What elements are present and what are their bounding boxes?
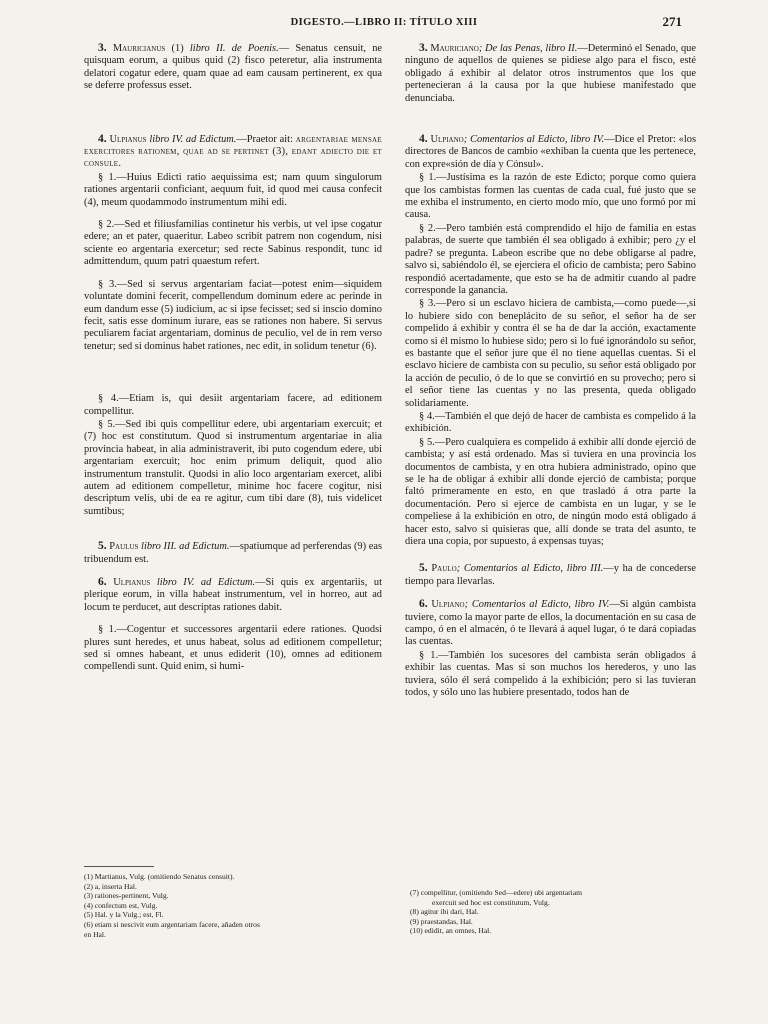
footnote: exercuit sed hoc est constitutum, Vulg.	[432, 897, 550, 907]
fragment-source: libro IV. ad Edictum.	[146, 133, 237, 145]
spanish-column	[405, 42, 696, 710]
latin-section-5: § 5.—Sed ibi quis compellitur edere, ubi argentariam exercuit; et (7) hoc est constitutum. Quod si instrumentum argentariae in alia provincia habeat, in alia administraverit, ibi puto cogendum edere, ubi argentariam exercuit; hoc enim primum deliquit, quod alio instrumentum transtulit. Quodsi in alio loco argentariam exercet, alibi autem ad editionem compelletur, minime hoc facere cogitur, nisi descriptum velis, ubi de ea re agitur, cum tibi dare (8), tuis videlicet sumtibus;	[84, 418, 382, 517]
footnotes-left	[84, 872, 374, 939]
fragment-author: Paulo	[431, 563, 457, 575]
footnote-ref: (1)	[165, 43, 190, 54]
fragment-source: ; Comentarios al Edicto, libro IV.	[464, 599, 610, 611]
latin-fragment-3	[84, 42, 382, 93]
footnote: (5) Hal. y la Vulg.; est, Fl.	[84, 910, 164, 920]
fragment-author: Ulpiano	[431, 599, 465, 611]
fragment-text: —spatiumque ad perferendas (9) eas tribuendum est.	[84, 541, 382, 565]
fragment-number: 5.	[419, 562, 428, 575]
latin-section-1: § 1.—Huius Edicti ratio aequissima est; nam quum singulorum rationes argentarii conficiant, aequum fuit, id quod mei causa confecit (4), meum quodammodo instrumentum mihi edi.	[84, 171, 382, 208]
fragment-text: —Dice el Pretor: «los directores de Bancos de cambio «exhiban la cuenta que les pertenece, con expre«sión de día y Cónsul».	[405, 134, 696, 170]
latin-fragment-6	[84, 576, 382, 614]
fragment-source: libro IV. ad Edictum.	[150, 577, 256, 588]
spanish-section-2: § 2.—Pero también está comprendido el hijo de familia en estas palabras, de suerte que también él sea obligado á exhibir; pero ¿y el padre? se pregunta. Labeon escribe que no debe obligarse al padre, salvo si, sabiéndolo él, se ejerciera el oficio de cambista; pero Sabino respondió acertadamente, que esto se ha de admitir cuando al padre corresponde la ganancia.	[405, 222, 696, 296]
latin-section-4: § 4.—Etiam is, qui desiit argentariam facere, ad editionem compellitur.	[84, 393, 382, 417]
fragment-number: 3.	[98, 42, 107, 54]
fragment-number: 6.	[419, 598, 428, 611]
footnote: (3) rationes-pertinent, Vulg.	[84, 891, 169, 901]
fragment-number: 6.	[98, 576, 107, 588]
footnote: (7) compellitur, (omitiendo Sed—edere) ubi argentariam	[410, 888, 583, 897]
fragment-author: Mauricianus	[112, 43, 166, 54]
fragment-source: ; Comentarios al Edicto, libro III.	[456, 563, 604, 575]
footnote: (1) Martianus, Vulg. (omitiendo Senatus censuit).	[84, 872, 235, 881]
fragment-text: —Determinó el Senado, que ninguno de aquellos de quienes se pidiese algo para el fisco, esté obligado á exhibir al delator otros instrumentos que los que pertenecieran á la causa por la que hubiese manifestado que denunciaba.	[405, 43, 696, 104]
footnote: (6) etiam si nescivit eum argentariam facere, añaden otros	[84, 919, 260, 929]
footnote: en Hal.	[84, 929, 106, 939]
fragment-source: libro II. de Poenis.	[189, 43, 279, 54]
fragment-author: Mauriciano	[430, 43, 479, 54]
fragment-author: Paulus	[109, 541, 139, 553]
spanish-fragment-3	[405, 42, 696, 105]
fragment-source: ; De las Penas, libro II.	[478, 43, 578, 54]
page-number: 271	[662, 14, 682, 29]
footnote: (4) confectum est, Vulg.	[84, 900, 158, 910]
footnote: (2) a, inserta Hal.	[84, 881, 137, 891]
spanish-section-5: § 5.—Pero cualquiera es compelido á exhibir allí donde ejerció de cambista; y así está ordenado. Mas si tuviera en una provincia los documentos de cambista, y en otra hubiera administrado, opino que se le ha de obligar á exhibir allí donde ejerció de cambista; porque faltó primeramente en esto, en que trasladó á otra parte la documentación. Pero si ejerce de cambista en un lugar, y se le compeliese á la exhibición en otro, de ningún modo está obligado á hacer esto, salvo si quisieras que, allí donde se trata del asunto, te diera una copia, por supuesto, á expensas tuyas;	[405, 436, 696, 548]
fragment-author: Ulpianus	[113, 577, 151, 588]
footnotes-right	[410, 888, 700, 936]
fragment-text: —Si quis ex argentariis, ut plerique eorum, in villa habeat instrumentum, vel in horreo, aut ad locum te perducet, aut descriptas rationes dabit.	[84, 577, 382, 613]
fragment-text: — Senatus censuit, ne quisquam eorum, a quibus quid (2) fisco peteretur, alia instrumenta delatori cogatur edere, quam quae ad eam causam pertinerent, ex qua se deferre professus esset.	[84, 43, 383, 92]
edict-rubric: argentariae mensae exercitores rationem, quae ad se pertinet (3), edant adiecto die et consule.	[84, 133, 382, 170]
fragment-source: libro III. ad Edictum.	[138, 541, 230, 553]
spanish-section-6-1: § 1.—También los sucesores del cambista serán obligados á exhibir las cuentas. Mas si son muchos los herederos, y uno las tuviera, sólo él será compelido á la exhibición; pero si las tuvieran todos, y sólo uno las hubiere presentado, todos han de	[405, 649, 696, 699]
spanish-fragment-4	[405, 133, 696, 171]
latin-column	[84, 42, 382, 684]
spanish-section-4: § 4.—También el que dejó de hacer de cambista es compelido á la exhibición.	[405, 410, 696, 435]
fragment-number: 3.	[419, 42, 428, 54]
page-header	[0, 14, 768, 36]
fragment-author: Ulpianus	[109, 133, 147, 145]
fragment-author: Ulpiano	[430, 134, 464, 146]
fragment-source: ; Comentarios al Edicto, libro IV.	[463, 134, 605, 146]
spanish-fragment-5	[405, 562, 696, 588]
fragment-text: —Praetor ait:	[236, 133, 296, 145]
spanish-fragment-6	[405, 598, 696, 649]
footnote-divider	[84, 866, 154, 867]
fragment-number: 5.	[98, 540, 107, 553]
footnote: (9) praestandas, Hal.	[410, 916, 473, 926]
footnote: (8) agitur ibi dari, Hal.	[410, 907, 479, 917]
footnote: (10) edidit, an omnes, Hal.	[410, 926, 492, 936]
latin-section-2: § 2.—Sed et filiusfamilias continetur his verbis, ut vel ipse cogatur edere; an et pater, quaeritur. Labeo scribit patrem non cogendum, nisi sciente eo argentaria exercetur; sed recte Sabinus respondit, tunc id admittendum, quum patri quaestum refert.	[84, 219, 382, 268]
fragment-text: —Si algún cambista tuviere, como la mayor parte de ellos, la documentación en su casa de campo, ó en el almacén, ó te llevará á aquel lugar, ó te dará copiadas las cuentas.	[405, 599, 696, 648]
latin-fragment-5	[84, 540, 382, 566]
latin-fragment-4	[84, 133, 382, 171]
running-title: DIGESTO.—LIBRO II: TÍTULO XIII	[290, 17, 478, 28]
latin-section-6-1: § 1.—Cogentur et successores argentarii edere rationes. Quodsi plures sunt heredes, et unus habeat, solus ad editionem compelletur; sed si omnes habeant, et unus ediderit (10), omnes ad editionem compellendi sunt. Quid enim, si humi-	[84, 624, 382, 673]
spanish-section-1: § 1.—Justísima es la razón de este Edicto; porque como quiera que los cambistas formen las cuentas de cada cual, fué justo que se me exhiba el instrumento, en cierto modo mío, que uno formó por mi causa.	[405, 172, 696, 221]
fragment-number: 4.	[98, 132, 107, 145]
spanish-section-3: § 3.—Pero si un esclavo hiciera de cambista,—como puede—,si lo hubiere sido con beneplácito de su señor, el señor ha de ser compelido á exhibir y contra él se ha de dar la acción, exactamente como si él mismo lo hubiese sido; pero si lo fué ignorándolo su señor, es bastante que el señor jure que él no tiene aquellas cuentas. Si el esclavo hiciere de cambista con su peculio, su señor está obligado por la acción de peculio, ó de lo que se convirtió en su provecho; pero si el señor tiene las cuentas y no las presenta, queda obligado solidariamente.	[405, 298, 696, 409]
fragment-number: 4.	[419, 133, 428, 146]
latin-section-3: § 3.—Sed si servus argentariam faciat—potest enim—siquidem voluntate domini fecerit, compellendum dominum edere ac perinde in eum dandum esse (5) iudicium, ac si ipse fecisset; sed si inscio domino fecit, satis esse dominum iurare, eas se rationes non habere. Si servus peculiarem faciat argentariam, dominus de peculio, vel de in rem verso tenetur; sed si dominus habet rationes, nec edit, in solidum tenetur (6).	[84, 278, 382, 352]
fragment-text: —y ha de concederse tiempo para llevarlas.	[405, 563, 696, 587]
